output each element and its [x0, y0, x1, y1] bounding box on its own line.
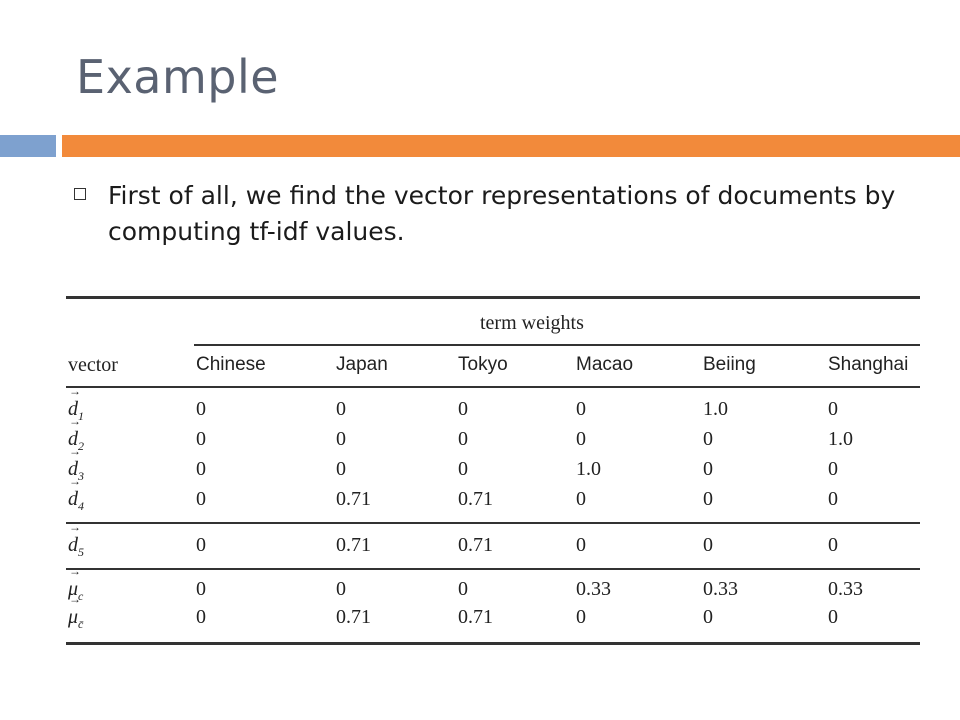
table-cell: 0	[576, 606, 586, 628]
vector-arrow-icon: → d	[68, 398, 78, 421]
header-rule	[66, 386, 920, 388]
row-label-subscript: 2	[78, 439, 84, 453]
column-header: Beiing	[703, 354, 756, 375]
table-cell: 0	[703, 488, 713, 510]
row-label-subscript: 1	[78, 409, 84, 423]
column-header: Tokyo	[458, 354, 508, 375]
table-cell: 0	[576, 428, 586, 450]
accent-bar-blue	[0, 135, 56, 157]
accent-bar-orange	[62, 135, 960, 157]
column-header: Chinese	[196, 354, 266, 375]
table-cell: 0.71	[336, 534, 371, 556]
term-weights-table	[66, 290, 920, 650]
table-cell: 0	[196, 398, 206, 420]
table-cell: 0	[828, 534, 838, 556]
table-cell: 0.71	[458, 606, 493, 628]
table-cell: 0	[196, 428, 206, 450]
table-cell: 0	[458, 578, 468, 600]
table-cell: 0	[703, 606, 713, 628]
table-cell: 0.33	[703, 578, 738, 600]
row-header: vector	[68, 354, 118, 376]
vector-arrow-icon: → μ	[68, 578, 78, 601]
bullet-item	[74, 178, 934, 250]
table-cell: 0	[196, 458, 206, 480]
table-cell: 1.0	[576, 458, 601, 480]
table-cell: 0	[828, 606, 838, 628]
table-cell: 0	[336, 398, 346, 420]
column-header: Macao	[576, 354, 634, 375]
table-cell: 0	[828, 488, 838, 510]
row-label	[68, 606, 83, 632]
table-cell: 0	[576, 398, 586, 420]
vector-arrow-icon: → μ	[68, 606, 78, 629]
table-cell: 0	[703, 428, 713, 450]
bullet-text: First of all, we find the vector representations of documents by computing tf-idf values.	[108, 181, 896, 246]
table-cell: 0.33	[576, 578, 611, 600]
table-cell: 1.0	[828, 428, 853, 450]
row-label-subscript: 5	[78, 545, 84, 559]
row-label-subscript: 3	[78, 469, 84, 483]
table-cell: 0	[458, 398, 468, 420]
section-rule	[66, 522, 920, 524]
row-label	[68, 488, 84, 514]
table-cell: 0	[196, 534, 206, 556]
group-header: term weights	[480, 312, 584, 334]
slide-title: Example	[76, 50, 280, 104]
square-bullet-icon	[74, 188, 86, 200]
vector-arrow-icon: → d	[68, 428, 78, 451]
row-label	[68, 534, 84, 560]
vector-arrow-icon: → d	[68, 534, 78, 557]
table-cell: 0	[458, 428, 468, 450]
column-header: Shanghai	[828, 354, 909, 375]
table-cell: 0.33	[828, 578, 863, 600]
table-top-rule	[66, 296, 920, 299]
row-label-subscript: c	[78, 589, 84, 603]
table-cell: 0	[828, 458, 838, 480]
vector-arrow-icon: → d	[68, 488, 78, 511]
table-cell: 0	[336, 428, 346, 450]
table-cell: 0.71	[458, 488, 493, 510]
column-header: Japan	[336, 354, 388, 375]
table-cell: 1.0	[703, 398, 728, 420]
table-cell: 0	[196, 488, 206, 510]
table-cell: 0	[703, 534, 713, 556]
section-rule	[66, 568, 920, 570]
table-cell: 0	[196, 578, 206, 600]
table-cell: 0	[336, 458, 346, 480]
table-cell: 0	[458, 458, 468, 480]
row-label-subscript: 4	[78, 499, 84, 513]
vector-arrow-icon: → d	[68, 458, 78, 481]
table-cell: 0.71	[336, 488, 371, 510]
table-bottom-rule	[66, 642, 920, 645]
row-label-subscript: c̄	[78, 617, 84, 631]
table-cell: 0.71	[458, 534, 493, 556]
table-cell: 0	[703, 458, 713, 480]
table-cell: 0.71	[336, 606, 371, 628]
table-cell: 0	[576, 534, 586, 556]
group-header-rule	[194, 344, 920, 346]
table-cell: 0	[336, 578, 346, 600]
table-cell: 0	[828, 398, 838, 420]
table-cell: 0	[576, 488, 586, 510]
table-cell: 0	[196, 606, 206, 628]
